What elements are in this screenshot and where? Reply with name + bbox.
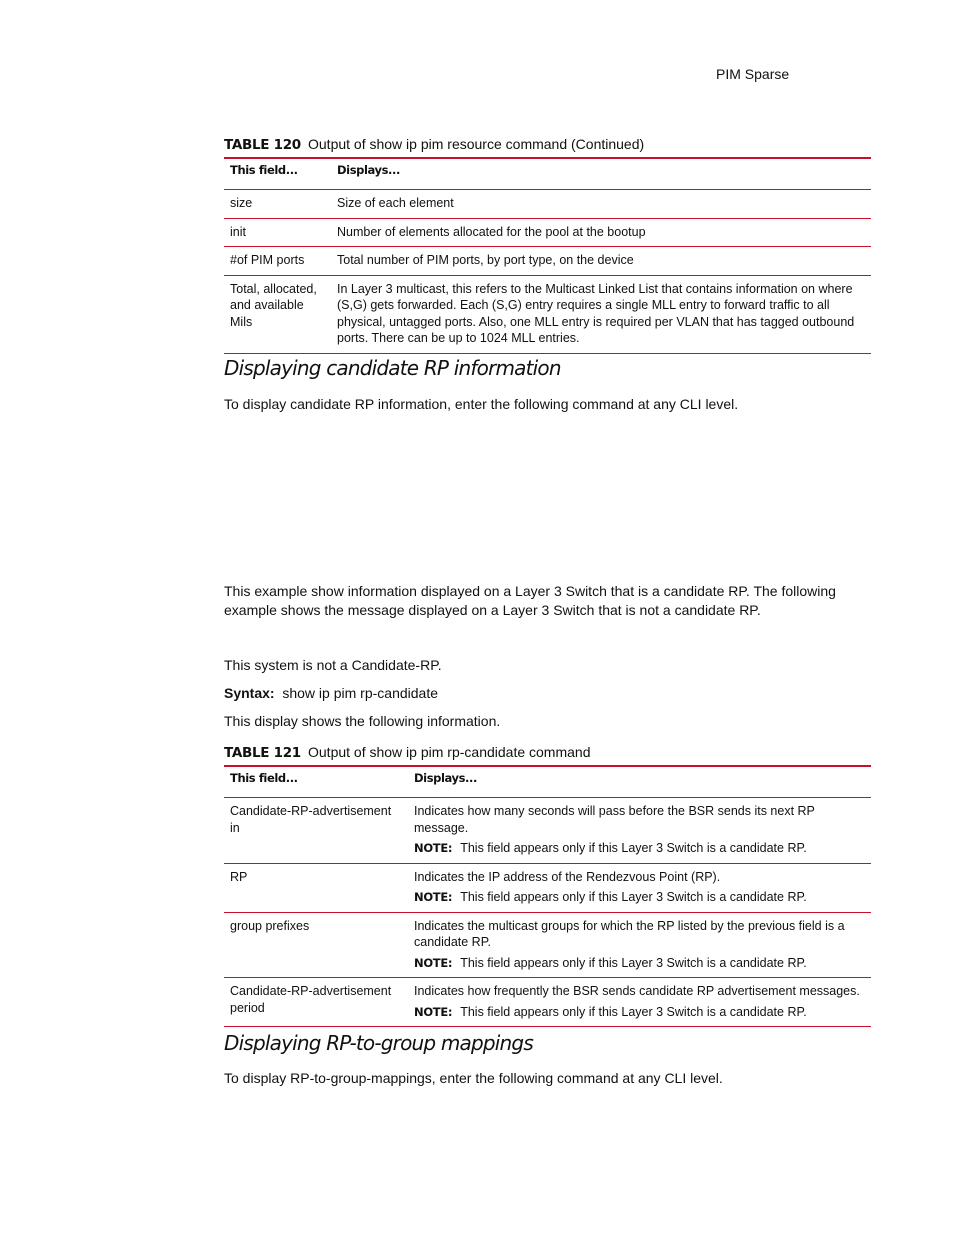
display-cell bbox=[408, 863, 871, 912]
column-header-field: This field... bbox=[224, 766, 408, 798]
intro-paragraph: To display candidate RP information, enter the following command at any CLI level. bbox=[224, 396, 739, 412]
field-cell: size bbox=[224, 190, 331, 219]
field-cell: RP bbox=[224, 863, 408, 912]
table-row bbox=[224, 275, 871, 353]
field-cell: Candidate-RP-advertisement period bbox=[224, 978, 408, 1027]
caption-text: command (Continued) bbox=[501, 136, 645, 152]
display-cell: In Layer 3 multicast, this refers to the Multicast Linked List that contains information on where (S,G) gets forwarded. Each (S,G) entry requires a single MLL entry to forward traffic to all physical, untagged ports. Also, one MLL entry is required per VLAN that has tagged outbound ports. There can be up to 1024 MLL entries. bbox=[331, 275, 871, 353]
note bbox=[414, 955, 865, 972]
field-cell: init bbox=[224, 218, 331, 247]
caption-command: show ip pim resource bbox=[369, 136, 502, 152]
section-heading-candidate-rp: Displaying candidate RP information bbox=[224, 356, 561, 380]
display-text: Indicates the IP address of the Rendezvous Point (RP). bbox=[414, 869, 721, 884]
display-cell: Size of each element bbox=[331, 190, 871, 219]
caption-text: Output of bbox=[308, 744, 370, 760]
intro-paragraph: To display RP-to-group-mappings, enter the following command at any CLI level. bbox=[224, 1070, 723, 1086]
note bbox=[414, 889, 865, 906]
table-120-caption bbox=[224, 136, 644, 153]
table-row bbox=[224, 863, 871, 912]
table-row bbox=[224, 912, 871, 978]
caption-text: command bbox=[525, 744, 591, 760]
note-text: This field appears only if this Layer 3 Switch is a candidate RP. bbox=[460, 841, 807, 855]
table-121 bbox=[224, 765, 871, 1027]
not-candidate-output: This system is not a Candidate-RP. bbox=[224, 657, 442, 673]
table-number: TABLE 120 bbox=[224, 137, 301, 153]
table-120 bbox=[224, 157, 871, 354]
syntax-command: show ip pim rp-candidate bbox=[282, 685, 438, 701]
note-label: NOTE: bbox=[414, 955, 453, 970]
caption-text: Output of bbox=[308, 136, 370, 152]
example-paragraph: This example show information displayed on a Layer 3 Switch that is a candidate RP. The following example shows the message displayed on a Layer 3 Switch that is not a candidate RP. bbox=[224, 583, 836, 618]
display-cell bbox=[408, 912, 871, 978]
column-header-displays: Displays... bbox=[331, 158, 871, 190]
table-121-caption bbox=[224, 744, 590, 761]
note-label: NOTE: bbox=[414, 841, 453, 855]
caption-command: show ip pim rp-candidate bbox=[369, 744, 526, 760]
table-row bbox=[224, 247, 871, 276]
note-label: NOTE: bbox=[414, 1004, 453, 1019]
table-number: TABLE 121 bbox=[224, 745, 301, 761]
syntax-line bbox=[224, 684, 874, 703]
field-cell: #of PIM ports bbox=[224, 247, 331, 276]
field-cell: group prefixes bbox=[224, 912, 408, 978]
note-label: NOTE: bbox=[414, 890, 453, 904]
display-text: Indicates the multicast groups for which the RP listed by the previous field is a candidate RP. bbox=[414, 918, 845, 949]
table-row bbox=[224, 798, 871, 864]
field-cell: Total, allocated, and available Mils bbox=[224, 275, 331, 353]
note bbox=[414, 1004, 865, 1021]
note-text: This field appears only if this Layer 3 Switch is a candidate RP. bbox=[460, 1004, 807, 1019]
display-cell bbox=[408, 978, 871, 1027]
table-row bbox=[224, 190, 871, 219]
syntax-label: Syntax: bbox=[224, 685, 275, 701]
table-row bbox=[224, 218, 871, 247]
section-heading-rp-to-group: Displaying RP-to-group mappings bbox=[224, 1031, 533, 1055]
display-cell: Total number of PIM ports, by port type, on the device bbox=[331, 247, 871, 276]
field-cell: Candidate-RP-advertisement in bbox=[224, 798, 408, 864]
table-row bbox=[224, 978, 871, 1027]
column-header-field: This field... bbox=[224, 158, 331, 190]
display-info-paragraph: This display shows the following information. bbox=[224, 713, 501, 729]
display-cell bbox=[408, 798, 871, 864]
note bbox=[414, 840, 865, 857]
column-header-displays: Displays... bbox=[408, 766, 871, 798]
running-header: PIM Sparse bbox=[716, 66, 790, 82]
display-text: Indicates how many seconds will pass before the BSR sends its next RP message. bbox=[414, 804, 815, 835]
display-cell: Number of elements allocated for the pool at the bootup bbox=[331, 218, 871, 247]
display-text: Indicates how frequently the BSR sends candidate RP advertisement messages. bbox=[414, 984, 860, 998]
note-text: This field appears only if this Layer 3 Switch is a candidate RP. bbox=[460, 890, 807, 904]
note-text: This field appears only if this Layer 3 Switch is a candidate RP. bbox=[460, 955, 807, 970]
